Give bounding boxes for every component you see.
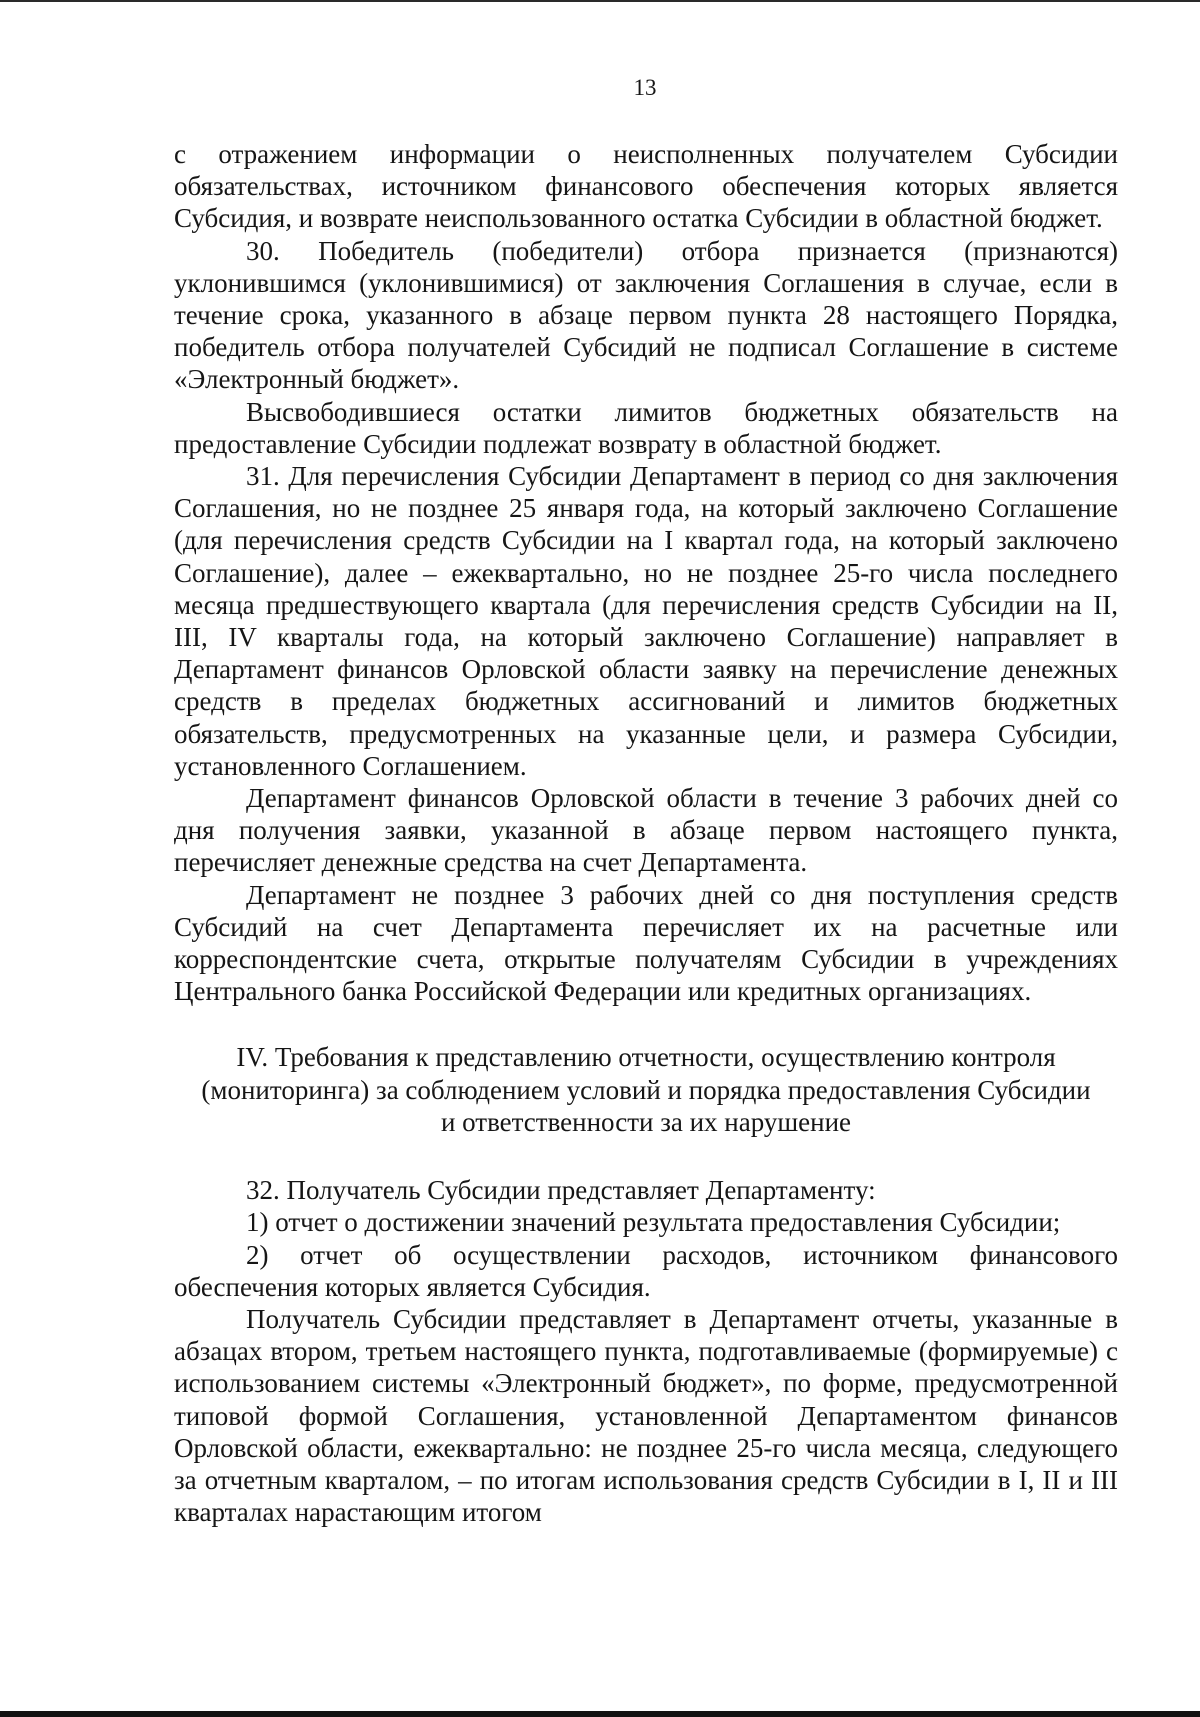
list-item-report-2: 2) отчет об осуществлении расходов, источником финансового обеспечения которых является Субсидия. bbox=[174, 1239, 1118, 1302]
paragraph-item-30: 30. Победитель (победители) отбора признается (признаются) уклонившимся (уклонившимися) от заключения Соглашения в случае, если в течение срока, указанного в абзаце первом пункта 28 настоящего Порядка, победитель отбора получателей Субсидий не подписал Соглашение в системе «Электронный бюджет». bbox=[174, 235, 1118, 395]
section-heading-iv bbox=[174, 1041, 1118, 1138]
bottom-scan-edge bbox=[0, 1711, 1200, 1717]
paragraph-limits-return: Высвободившиеся остатки лимитов бюджетных обязательств на предоставление Субсидии подлежат возврату в областной бюджет. bbox=[174, 396, 1118, 459]
paragraph-item-32: 32. Получатель Субсидии представляет Департаменту: bbox=[246, 1175, 876, 1206]
section-heading-line: (мониторинга) за соблюдением условий и порядка предоставления Субсидии bbox=[201, 1074, 1091, 1105]
section-heading-line: и ответственности за их нарушение bbox=[440, 1106, 852, 1137]
paragraph-item-31: 31. Для перечисления Субсидии Департамент в период со дня заключения Соглашения, но не позднее 25 января года, на который заключено Соглашение (для перечисления средств Субсидии на I квартал года, на который заключено Соглашение), далее – ежеквартально, но не позднее 25-го числа последнего месяца предшествующего квартала (для перечисления средств Субсидии на II, III, IV кварталы года, на который заключено Соглашение) направляет в Департамент финансов Орловской области заявку на перечисление денежных средств в пределах бюджетных ассигнований и лимитов бюджетных обязательств, предусмотренных на указанные цели, и размера Субсидии, установленного Соглашением. bbox=[174, 461, 1118, 781]
page-number: 13 bbox=[633, 75, 657, 100]
top-scan-edge bbox=[0, 0, 1200, 2]
paragraph-reporting-terms: Получатель Субсидии представляет в Департамент отчеты, указанные в абзацах втором, третьем настоящего пункта, подготавливаемые (формируемые) с использованием системы «Электронный бюджет», по форме, предусмотренной типовой формой Соглашения, установленной Департаментом финансов Орловской области, ежеквартально: не позднее 25-го числа месяца, следующего за отчетным кварталом, – по итогам использования средств Субсидии в I, II и III кварталах нарастающим итогом bbox=[174, 1303, 1118, 1528]
paragraph-finance-department-transfer: Департамент финансов Орловской области в течение 3 рабочих дней со дня получения заявки, указанной в абзаце первом настоящего пункта, перечисляет денежные средства на счет Департамента. bbox=[174, 783, 1118, 878]
section-heading-line: IV. Требования к представлению отчетности, осуществлению контроля bbox=[236, 1042, 1056, 1073]
paragraph-department-transfer: Департамент не позднее 3 рабочих дней со дня поступления средств Субсидий на счет Департамента перечисляет их на расчетные или корреспондентские счета, открытые получателям Субсидии в учреждениях Центрального банка Российской Федерации или кредитных организациях. bbox=[174, 879, 1118, 1007]
document-body bbox=[174, 138, 1118, 1528]
list-item-report-1: 1) отчет о достижении значений результата предоставления Субсидии; bbox=[246, 1207, 1061, 1238]
paragraph-continuation: с отражением информации о неисполненных получателем Субсидии обязательствах, источником финансового обеспечения которых является Субсидия, и возврате неиспользованного остатка Субсидии в областной бюджет. bbox=[174, 139, 1118, 234]
